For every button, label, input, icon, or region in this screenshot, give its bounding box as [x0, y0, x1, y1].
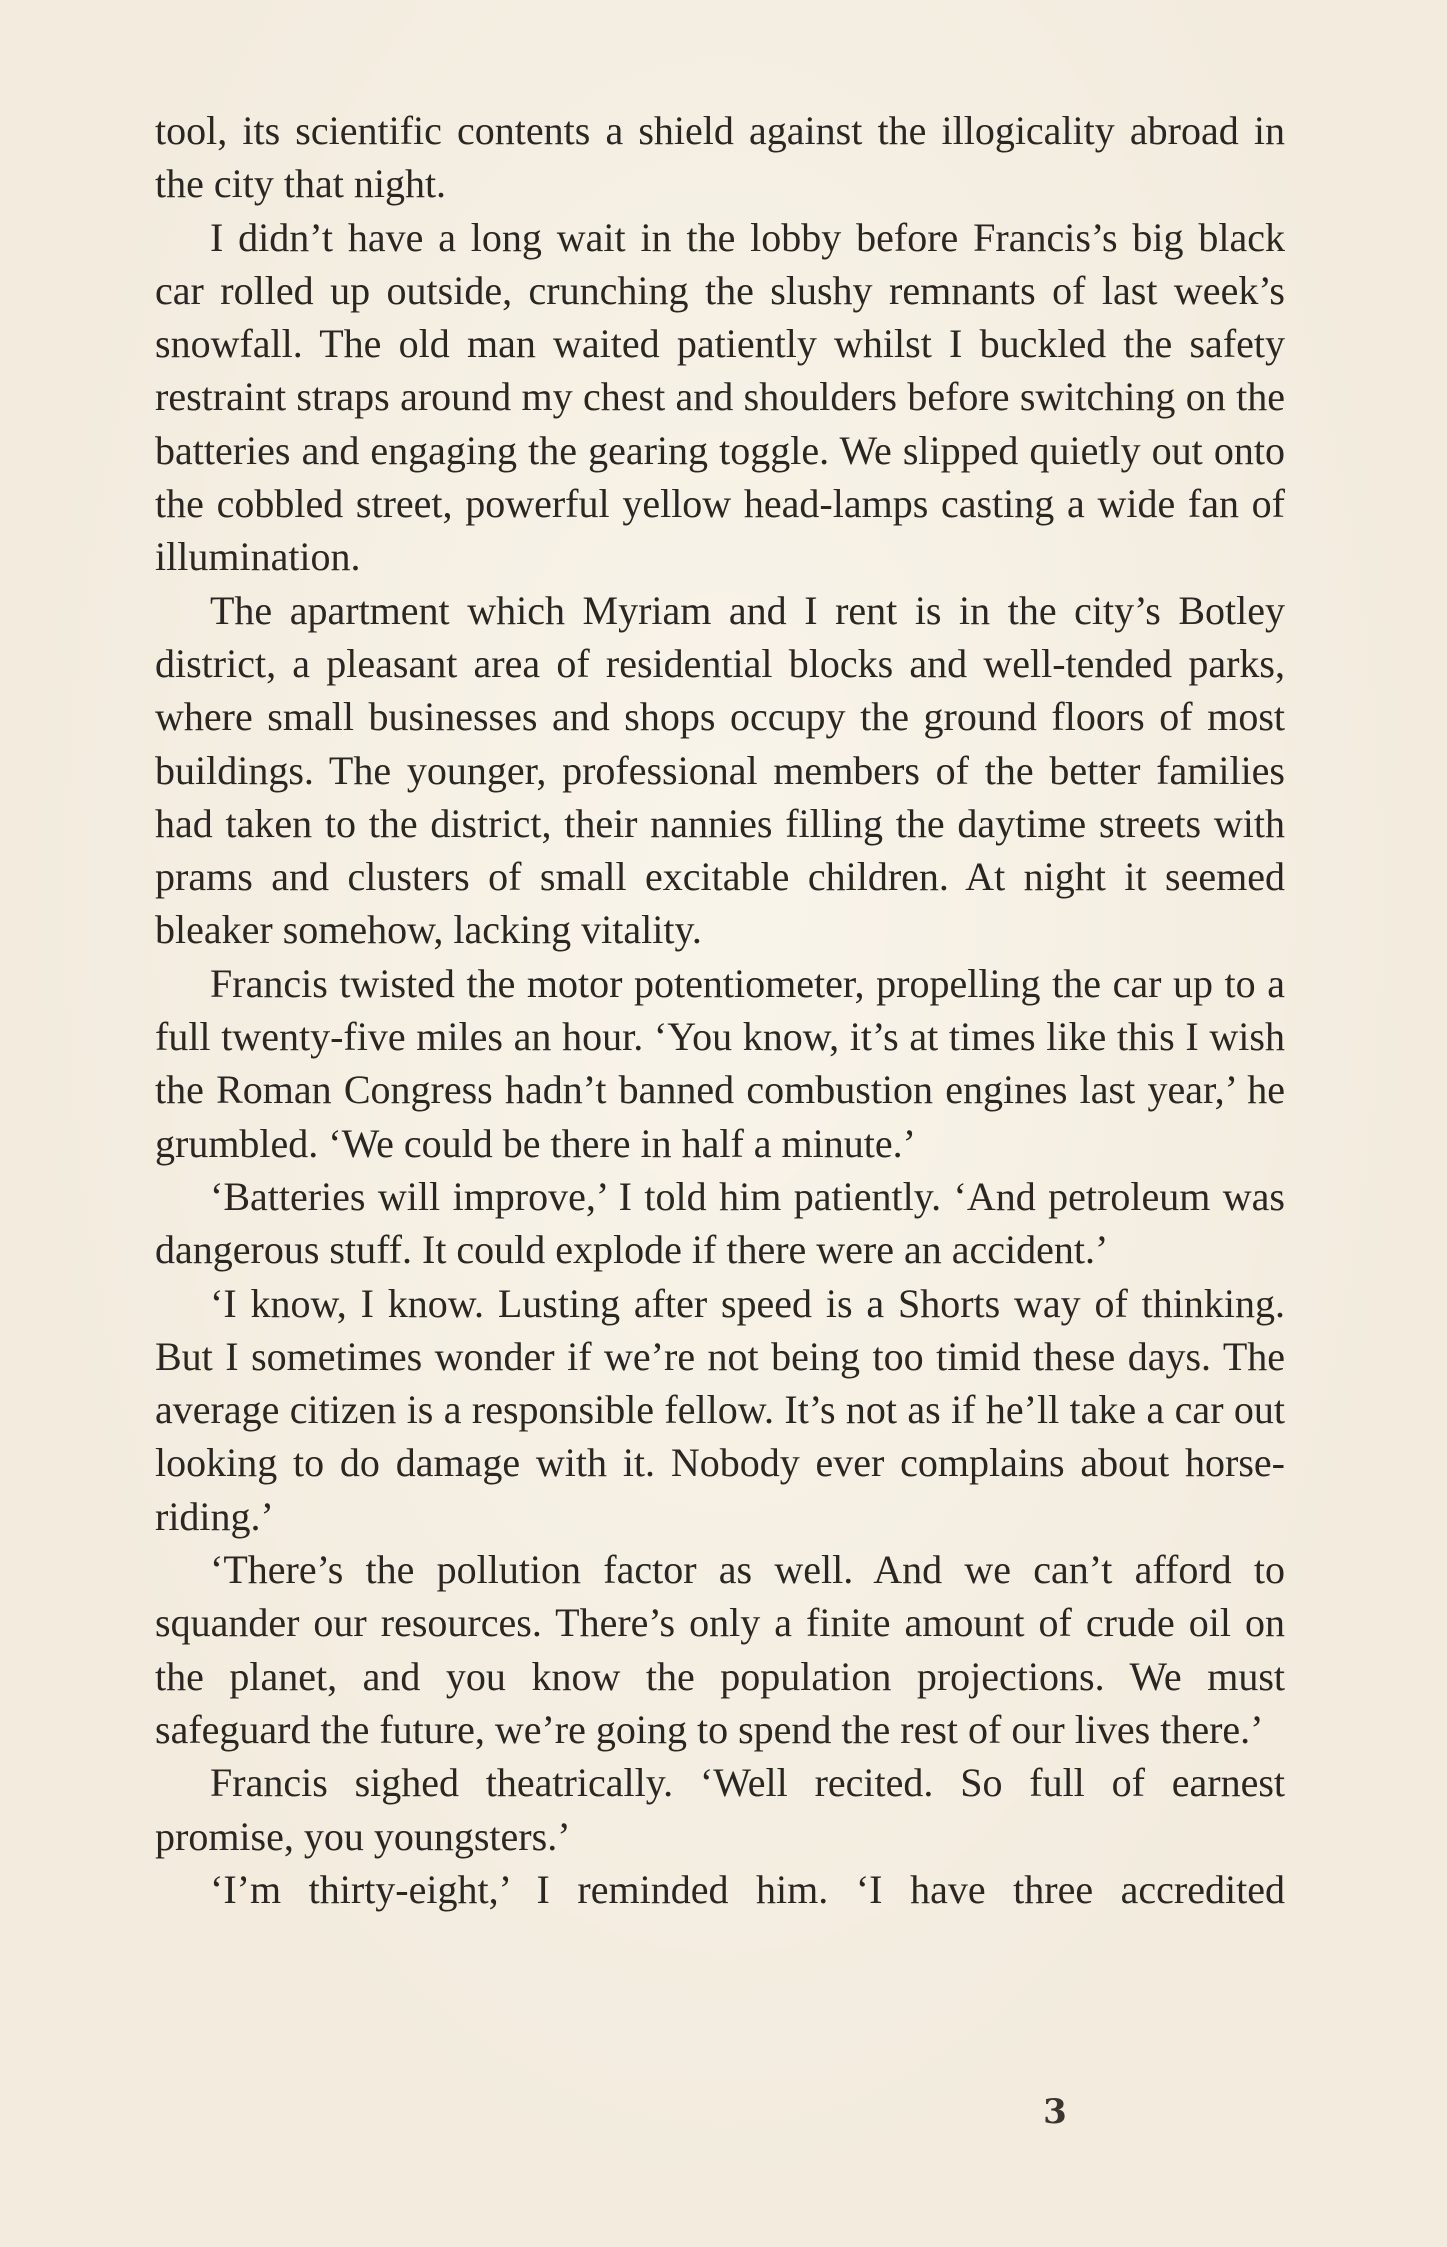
paragraph-8: Francis sighed theatrically. ‘Well recited. So full of earnest promise, you youngsters.’ — [155, 1760, 1285, 1859]
body-text — [155, 104, 1285, 1916]
paragraph-2: I didn’t have a long wait in the lobby before Francis’s big black car rolled up outside, crunching the slushy remnants of last week’s snowfall. The old man waited patiently whilst I buckled the safety restraint straps around my chest and shoulders before switching on the batteries and engaging the gearing toggle. We slipped quietly out onto the cobbled street, powerful yellow head-lamps casting a wide fan of illumination. — [155, 214, 1285, 580]
paragraph-3: The apartment which Myriam and I rent is in the city’s Botley district, a pleasant area of residential blocks and well-tended parks, where small businesses and shops occupy the ground floors of most buildings. The younger, professional members of the better families had taken to the district, their nannies filling the daytime streets with prams and clusters of small excitable children. At night it seemed bleaker somehow, lacking vitality. — [155, 587, 1285, 953]
paragraph-6: ‘I know, I know. Lusting after speed is a Shorts way of thinking. But I sometimes wonder if we’re not being too timid these days. The average citizen is a responsible fellow. It’s not as if he’ll take a car out looking to do damage with it. Nobody ever complains about horse-riding.’ — [155, 1280, 1285, 1539]
page-number: 3 — [1043, 2092, 1067, 2132]
paragraph-4: Francis twisted the motor potentiometer, propelling the car up to a full twenty-five miles an hour. ‘You know, it’s at times like this I wish the Roman Congress hadn’t banned combustion engines last year,’ he grumbled. ‘We could be there in half a minute.’ — [155, 960, 1285, 1166]
paragraph-7: ‘There’s the pollution factor as well. And we can’t afford to squander our resources. There’s only a finite amount of crude oil on the planet, and you know the population projections. We must safeguard the future, we’re going to spend the rest of our lives there.’ — [155, 1547, 1285, 1752]
paragraph-5: ‘Batteries will improve,’ I told him patiently. ‘And petroleum was dangerous stuff. It could explode if there were an accident.’ — [155, 1173, 1285, 1273]
paragraph-1: tool, its scientific contents a shield against the illogicality abroad in the city that night. — [155, 108, 1285, 207]
paragraph-9: ‘I’m thirty-eight,’ I reminded him. ‘I have three accredited — [210, 1866, 1285, 1912]
